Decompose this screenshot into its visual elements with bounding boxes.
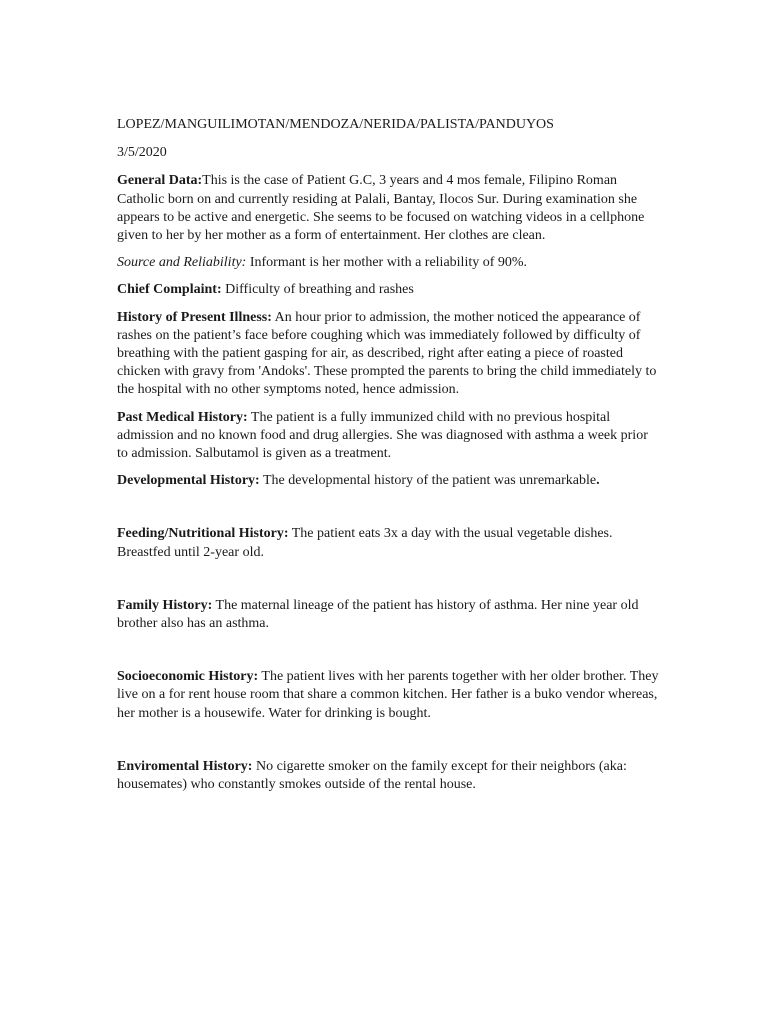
general-data-paragraph <box>117 172 662 245</box>
chief-complaint-text: Difficulty of breathing and rashes <box>221 282 414 298</box>
feeding-paragraph <box>117 525 662 561</box>
family-history-paragraph <box>117 597 662 633</box>
chief-complaint-label: Chief Complaint: <box>117 282 222 298</box>
developmental-end-period: . <box>596 473 600 489</box>
document-date: 3/5/2020 <box>117 145 167 161</box>
chief-complaint-paragraph <box>117 281 662 299</box>
developmental-label: Developmental History: <box>117 473 260 489</box>
authors-line: LOPEZ/MANGUILIMOTAN/MENDOZA/NERIDA/PALISTA/PANDUYOS <box>117 117 554 132</box>
present-illness-paragraph <box>117 309 662 400</box>
past-medical-text: The patient is a fully immunized child with no previous hospital admission and no known food and drug allergies. She was diagnosed with asthma a week prior to admission. Salbutamol is given as a treatment. <box>117 409 648 462</box>
document-page <box>117 116 662 803</box>
source-reliability-label: Source and Reliability: <box>117 255 247 271</box>
developmental-text: The developmental history of the patient was unremarkable <box>259 473 597 489</box>
general-data-label: General Data: <box>117 173 203 189</box>
environmental-text: No cigarette smoker on the family except for their neighbors (aka: housemates) who constantly smokes outside of the rental house. <box>117 758 627 793</box>
socioeconomic-paragraph <box>117 668 662 723</box>
environmental-paragraph <box>117 758 662 794</box>
feeding-label: Feeding/Nutritional History: <box>117 526 289 542</box>
past-medical-paragraph <box>117 409 662 464</box>
developmental-paragraph <box>117 472 662 490</box>
family-history-text: The maternal lineage of the patient has history of asthma. Her nine year old brother also has an asthma. <box>117 597 639 632</box>
environmental-label: Enviromental History: <box>117 758 253 774</box>
present-illness-label: History of Present Illness: <box>117 309 272 325</box>
feeding-text: The patient eats 3x a day with the usual vegetable dishes. Breastfed until 2-year old. <box>117 526 613 560</box>
present-illness-text: An hour prior to admission, the mother noticed the appearance of rashes on the patient’s face before coughing which was immediately followed by difficulty of breathing with the patient gasping for air, as described, right after eating a piece of roasted chicken with gravy from 'Andoks'. These prompted the parents to bring the child immediately to the hospital with no other symptoms noted, hence admission. <box>117 309 657 398</box>
socioeconomic-text: The patient lives with her parents together with her older brother. They live on a for rent house room that share a common kitchen. Her father is a buko vendor whereas, her mother is a housewife. Water for drinking is bought. <box>117 669 659 721</box>
past-medical-label: Past Medical History: <box>117 409 248 425</box>
family-history-label: Family History: <box>117 597 213 613</box>
general-data-text: This is the case of Patient G.C, 3 years and 4 mos female, Filipino Roman Catholic born on and currently residing at Palali, Bantay, Ilocos Sur. During examination she appears to be active and energetic. She seems to be focused on watching videos in a cellphone given to her by her mother as a form of entertainment. Her clothes are clean. <box>117 173 645 244</box>
source-reliability-text: Informant is her mother with a reliability of 90%. <box>246 255 528 271</box>
socioeconomic-label: Socioeconomic History: <box>117 669 259 685</box>
source-reliability-paragraph <box>117 254 662 272</box>
